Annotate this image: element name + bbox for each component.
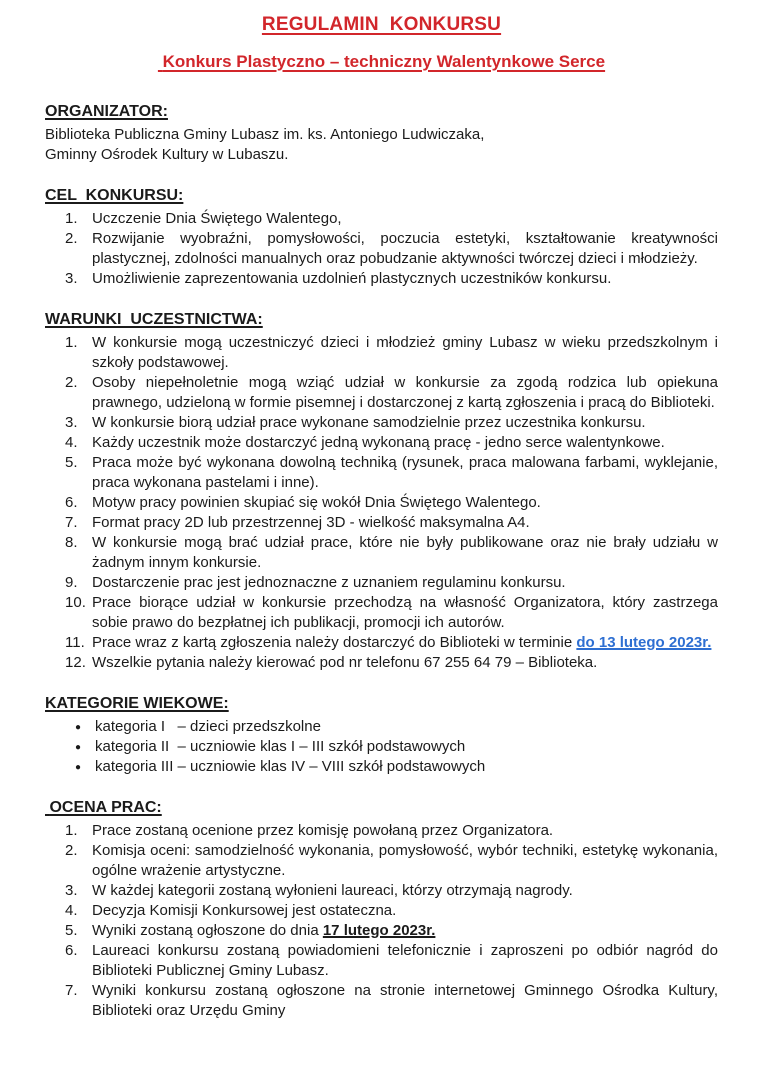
list-item-text: Wyniki konkursu zostaną ogłoszone na stronie internetowej Gminnego Ośrodka Kultury, Biblioteki oraz Urzędu Gminy [92, 982, 718, 1019]
list-item [45, 841, 718, 881]
list-item [45, 881, 718, 901]
list-item-text: Osoby niepełnoletnie mogą wziąć udział w konkursie za zgodą rodzica lub opiekuna prawnego, udzieloną w formie pisemnej i dostarczonej z kartą zgłoszenia i pracą do Biblioteki. [92, 374, 718, 411]
kategorie-list [45, 717, 718, 777]
list-item-text: Rozwijanie wyobraźni, pomysłowości, poczucia estetyki, kształtowanie kreatywności plastycznej, zdolności manualnych oraz pobudzanie aktywności twórczej dzieci i młodzieży. [92, 230, 718, 267]
list-item-text: Motyw pracy powinien skupiać się wokół Dnia Świętego Walentego. [92, 494, 541, 511]
list-item-results-date [45, 921, 718, 941]
list-item [45, 433, 718, 453]
list-item-text: W konkursie biorą udział prace wykonane samodzielnie przez uczestnika konkursu. [92, 414, 646, 431]
list-item [45, 941, 718, 981]
list-item-text: Format pracy 2D lub przestrzennej 3D - wielkość maksymalna A4. [92, 514, 530, 531]
list-item-text: kategoria I – dzieci przedszkolne [95, 718, 321, 735]
list-item-text: Prace wraz z kartą zgłoszenia należy dostarczyć do Biblioteki w terminie [92, 634, 577, 651]
list-item-text: Wszelkie pytania należy kierować pod nr telefonu 67 255 64 79 – Biblioteka. [92, 654, 598, 671]
list-item [45, 413, 718, 433]
list-item [45, 573, 718, 593]
organizer-line: Biblioteka Publiczna Gminy Lubasz im. ks. Antoniego Ludwiczaka, [45, 126, 485, 143]
list-item [45, 901, 718, 921]
section-organizator [45, 102, 718, 165]
list-item-text: Praca może być wykonana dowolną techniką (rysunek, praca malowana farbami, wyklejanie, praca wykonana pastelami i inne). [92, 454, 718, 491]
list-item [45, 757, 718, 777]
results-date: 17 lutego 2023r. [322, 922, 436, 939]
list-item-text: Uczczenie Dnia Świętego Walentego, [92, 210, 342, 227]
list-item-text: Decyzja Komisji Konkursowej jest ostateczna. [92, 902, 397, 919]
list-item-text: W konkursie mogą brać udział prace, które nie były publikowane oraz nie brały udziału w żadnym innym konkursie. [92, 534, 718, 571]
section-heading-organizator: ORGANIZATOR: [45, 103, 168, 120]
list-item-text: Prace zostaną ocenione przez komisję powołaną przez Organizatora. [92, 822, 554, 839]
warunki-list [45, 333, 718, 673]
list-item-text: Umożliwienie zaprezentowania uzdolnień plastycznych uczestników konkursu. [92, 270, 612, 287]
list-item [45, 593, 718, 633]
list-item-text: Komisja oceni: samodzielność wykonania, pomysłowość, wybór techniki, estetykę wykonania, ogólne wrażenie artystyczne. [92, 842, 718, 879]
list-item [45, 737, 718, 757]
list-item [45, 653, 718, 673]
organizer-line: Gminny Ośrodek Kultury w Lubaszu. [45, 146, 289, 163]
section-ocena-prac [45, 798, 718, 1021]
list-item-text: kategoria II – uczniowie klas I – III szkół podstawowych [95, 738, 466, 755]
section-cel-konkursu [45, 186, 718, 289]
list-item [45, 513, 718, 533]
list-item [45, 373, 718, 413]
list-item-text: Prace biorące udział w konkursie przechodzą na własność Organizatora, który zastrzega sobie prawo do bezpłatnej ich publikacji, promocji ich autorów. [92, 594, 718, 631]
document-subtitle: Konkurs Plastyczno – techniczny Walentynkowe Serce [157, 52, 606, 71]
section-kategorie-wiekowe [45, 694, 718, 777]
section-heading-cel: CEL KONKURSU: [45, 187, 184, 204]
ocena-list [45, 821, 718, 1021]
list-item-deadline [45, 633, 718, 653]
cel-list [45, 209, 718, 289]
list-item-text: Dostarczenie prac jest jednoznaczne z uznaniem regulaminu konkursu. [92, 574, 566, 591]
list-item [45, 209, 718, 229]
list-item [45, 269, 718, 289]
section-heading-warunki: WARUNKI UCZESTNICTWA: [45, 311, 263, 328]
list-item [45, 453, 718, 493]
list-item-text: Każdy uczestnik może dostarczyć jedną wykonaną pracę - jedno serce walentynkowe. [92, 434, 665, 451]
list-item-text: Wyniki zostaną ogłoszone do dnia [92, 922, 323, 939]
list-item-text: W każdej kategorii zostaną wyłonieni laureaci, którzy otrzymają nagrody. [92, 882, 573, 899]
list-item [45, 717, 718, 737]
deadline-link[interactable]: do 13 lutego 2023r. [576, 634, 712, 651]
section-heading-kategorie: KATEGORIE WIEKOWE: [45, 695, 229, 712]
list-item-text: kategoria III – uczniowie klas IV – VIII szkół podstawowych [95, 758, 486, 775]
list-item [45, 533, 718, 573]
list-item-text: Laureaci konkursu zostaną powiadomieni telefonicznie i zaproszeni po odbiór nagród do Biblioteki Publicznej Gminy Lubasz. [92, 942, 718, 979]
list-item-text: W konkursie mogą uczestniczyć dzieci i młodzież gminy Lubasz w wieku przedszkolnym i szkoły podstawowej. [92, 334, 718, 371]
list-item [45, 333, 718, 373]
section-heading-ocena: OCENA PRAC: [45, 799, 162, 816]
list-item [45, 981, 718, 1021]
list-item [45, 821, 718, 841]
list-item [45, 493, 718, 513]
list-item [45, 229, 718, 269]
section-warunki-uczestnictwa [45, 310, 718, 673]
document-title: REGULAMIN KONKURSU [261, 14, 502, 35]
